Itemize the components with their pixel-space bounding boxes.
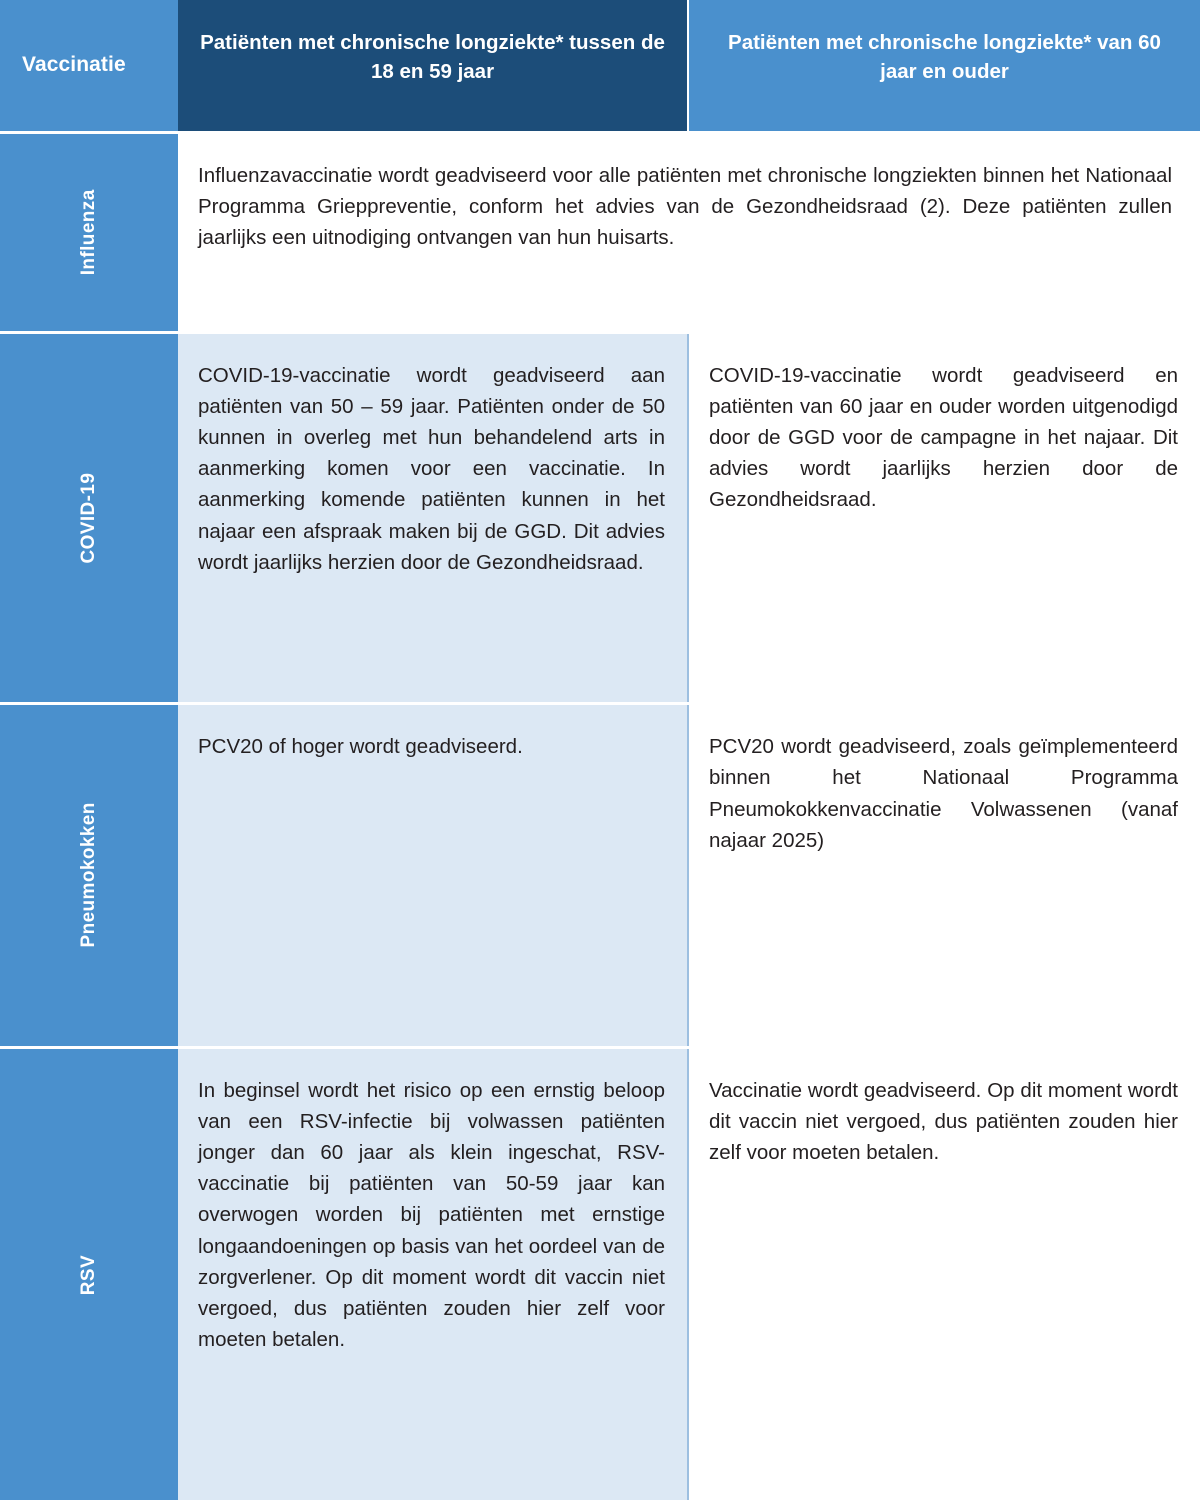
row-label-influenza-text: Influenza bbox=[78, 189, 99, 276]
table-row-influenza bbox=[0, 132, 1200, 332]
table-body bbox=[0, 132, 1200, 1500]
cell-covid-19-18-59 bbox=[178, 332, 688, 704]
table-header bbox=[0, 0, 1200, 132]
row-label-covid-19 bbox=[0, 332, 178, 704]
row-label-influenza bbox=[0, 132, 178, 332]
cell-rsv-18-59-text: In beginsel wordt het risico op een ernstig beloop van een RSV-infectie bij volwassen patiënten jonger dan 60 jaar als klein ingeschat, RSV-vaccinatie bij patiënten van 50-59 jaar kan overwogen worden bij patiënten met ernstige longaandoeningen op basis van het oordeel van de zorgverlener. Op dit moment wordt dit vaccin niet vergoed, dus patiënten zouden hier zelf voor moeten betalen. bbox=[198, 1078, 665, 1352]
row-label-covid-19-text: COVID-19 bbox=[78, 472, 99, 564]
cell-covid-19-60-plus-text: COVID-19-vaccinatie wordt geadviseerd en patiënten van 60 jaar en ouder worden uitgenodigd door de GGD voor de campagne in het najaar. Dit advies wordt jaarlijks herzien door de Gezondheidsraad. bbox=[709, 363, 1178, 512]
header-patients-18-59: Patiënten met chronische longziekte* tussen de 18 en 59 jaar bbox=[178, 0, 688, 132]
row-label-pneumokokken bbox=[0, 704, 178, 1048]
header-vaccinatie: Vaccinatie bbox=[0, 0, 178, 132]
cell-covid-19-18-59-text: COVID-19-vaccinatie wordt geadviseerd aan patiënten van 50 – 59 jaar. Patiënten onder de 50 kunnen in overleg met hun behandelend arts in aanmerking komen voor een vaccinatie. In aanmerking komende patiënten kunnen in het najaar een afspraak maken bij de GGD. Dit advies wordt jaarlijks herzien door de Gezondheidsraad. bbox=[198, 363, 665, 574]
header-row bbox=[0, 0, 1200, 132]
cell-rsv-18-59 bbox=[178, 1047, 688, 1500]
table-row-covid-19 bbox=[0, 332, 1200, 704]
header-patients-60-plus: Patiënten met chronische longziekte* van 60 jaar en ouder bbox=[688, 0, 1200, 132]
cell-pneumokokken-60-plus-text: PCV20 wordt geadviseerd, zoals geïmplementeerd binnen het Nationaal Programma Pneumokokkenvaccinatie Volwassenen (vanaf najaar 2025) bbox=[709, 735, 1178, 852]
cell-influenza-all-ages bbox=[178, 132, 1200, 332]
cell-pneumokokken-60-plus bbox=[688, 704, 1200, 1048]
cell-influenza-all-ages-text: Influenzavaccinatie wordt geadviseerd voor alle patiënten met chronische longziekten binnen het Nationaal Programma Grieppreventie, conform het advies van de Gezondheidsraad (2). Deze patiënten zullen jaarlijks een uitnodiging ontvangen van hun huisarts. bbox=[198, 163, 1172, 249]
row-label-rsv-text: RSV bbox=[78, 1254, 99, 1295]
table-row-pneumokokken bbox=[0, 704, 1200, 1048]
row-label-pneumokokken-text: Pneumokokken bbox=[78, 802, 99, 949]
table-row-rsv bbox=[0, 1047, 1200, 1500]
cell-rsv-60-plus bbox=[688, 1047, 1200, 1500]
row-label-rsv bbox=[0, 1047, 178, 1500]
cell-pneumokokken-18-59-text: PCV20 of hoger wordt geadviseerd. bbox=[198, 735, 523, 759]
cell-rsv-60-plus-text: Vaccinatie wordt geadviseerd. Op dit moment wordt dit vaccin niet vergoed, dus patiënten zouden hier zelf voor moeten betalen. bbox=[709, 1078, 1178, 1165]
cell-pneumokokken-18-59 bbox=[178, 704, 688, 1048]
cell-covid-19-60-plus bbox=[688, 332, 1200, 704]
